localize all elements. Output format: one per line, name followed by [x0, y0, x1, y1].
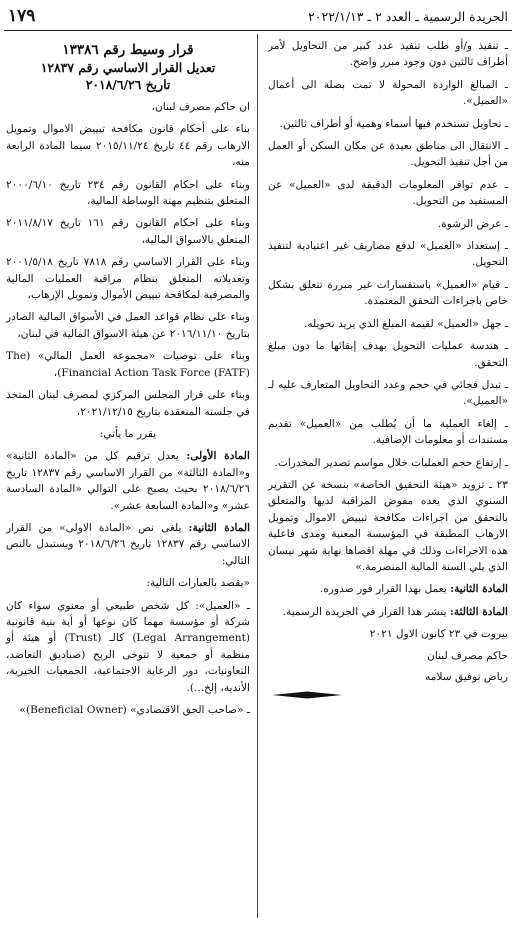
- bullet-item: ـ هندسة عمليات التحويل بهدف إبقائها ما دون مبلغ التحقق.: [268, 340, 508, 369]
- decision-date: تاريخ ٢٠١٨/٦/٢٦: [85, 77, 171, 92]
- recital: بناء على أحكام قانون مكافحة تبييض الاموال وتمويل الارهاب رقم ٤٤ تاريخ ٢٠١٥/١١/٢٤ سيما المادة الرابعة منه،: [6, 123, 250, 169]
- article-label: المادة الثانية:: [188, 521, 251, 534]
- bullet-item: ـ الانتقال الى مناطق بعيدة عن مكان السكن أو العمل من أجل تنفيذ التحويل.: [268, 140, 508, 169]
- place-date: بيروت في ٢٣ كانون الاول ٢٠٢١: [369, 628, 508, 641]
- right-column: [268, 38, 508, 700]
- bullet-item: ـ المبالغ الواردة المحولة لا تمت بصلة الى أعمال «العميل».: [268, 78, 508, 108]
- recital: وبناء على القرار الاساسي رقم ٧٨١٨ تاريخ ٢٠٠١/٥/١٨ وتعديلاته المتعلق بنظام مراقبة العمليات المالية والمصرفية لمكافحة تبييض الأموال وتمويل الإرهاب،: [6, 256, 250, 302]
- page-header: [8, 4, 508, 28]
- issuer-line: ان حاكم مصرف لبنان،: [151, 101, 250, 113]
- article-text: ينشر هذا القرار في الجريدة الرسمية.: [282, 605, 447, 618]
- decides-line: يقرر ما يأتي:: [99, 427, 157, 440]
- end-ornament: [268, 690, 508, 700]
- definition-beneficial-owner: ـ «صاحب الحق الاقتصادي» (Beneficial Owner)»: [19, 704, 250, 716]
- bullet-item: ـ عدم توافر المعلومات الدقيقة لدى «العميل» عن المستفيد من التحويل.: [268, 178, 508, 208]
- article-two: [6, 520, 250, 569]
- bullet-item: ـ إرتفاع حجم العمليات خلال مواسم تصدير المخدرات.: [274, 456, 508, 469]
- article-three-final: [268, 604, 508, 620]
- end-ornament-icon: [272, 690, 342, 700]
- article-text: يلغى نص «المادة الاولى» من القرار الاساسي رقم ١٢٨٣٧ تاريخ ٢٠١٨/٦/٢٦ ويستبدل بالنص التالي:: [6, 521, 251, 567]
- recital: وبناء على توصيات «مجموعة العمل المالي» (The Financial Action Task Force (FATF))،: [6, 350, 250, 379]
- recital: وبناء على نظام قواعد العمل في الأسواق المالية الصادر بتاريخ ٢٠١٦/١١/١٠ عن هيئة الاسواق المالية في لبنان،: [6, 311, 250, 340]
- article-text: يعدل ترقيم كل من «المادة الثانية» و«المادة الثالثة» من القرار الاساسي رقم ١٢٨٣٧ تاريخ ٢٠١٨/٦/٢٦ بحيث يصبح على التوالي «المادة السادسة عشر» و«المادة السابعة عشر».: [6, 450, 250, 512]
- decision-subject: تعديل القرار الاساسي رقم ١٢٨٣٧: [40, 60, 216, 75]
- article-text: يعمل بهذا القرار فور صدوره.: [320, 583, 447, 596]
- decision-heading: [6, 42, 250, 93]
- page-number: ١٧٩: [8, 6, 36, 26]
- article-one: [6, 448, 250, 514]
- quote-intro: «يقصد بالعبارات التالية:: [146, 577, 250, 590]
- article-23-paragraph: ٢٣ ـ تزويد «هيئة التحقيق الخاصة» بنسخة عن التقرير السنوي الذي يعده مفوض المراقبة لديها والمتعلق بالتحقق من اجراءات مكافحة تبييض الاموال وتمويل الارهاب المطبقة في المؤسسة المعنية ومدى فاعلية هذه الاجراءات وذلك في مهلة اقصاها نهاية شهر نيسان الذي يلي السنة المالية المنصرمة.»: [268, 478, 508, 573]
- definition-client: ـ «العميل»: كل شخص طبيعي أو معنوي سواء كان شركة أو مؤسسة مهما كان نوعها أو أية بنية قانونية (Legal Arrangement) كالـ (Trust) أو هيئة أو منظمة أو جمعية لا تتوخى الربح (صناديق التعاضد، التعاونيات، دور الرعاية الاجتماعية، الجمعيات الخيرية، الأندية، إلخ...).: [6, 599, 251, 694]
- header-rule: [4, 30, 512, 31]
- signatory-name: رياض توفيق سلامه: [425, 671, 508, 683]
- bullet-item: ـ عرض الرشوة.: [437, 217, 508, 230]
- decision-number: قرار وسيط رقم ١٣٣٨٦: [62, 42, 194, 58]
- bullet-item: ـ تحاويل تستخدم فيها أسماء وهمية أو أطراف ثالثين.: [279, 117, 508, 130]
- article-label: المادة الأولى:: [186, 450, 250, 463]
- article-label: المادة الثالثة:: [449, 605, 508, 618]
- article-two-final: [268, 581, 508, 597]
- left-column: [6, 42, 250, 724]
- bullet-item: ـ إلغاء العملية ما أن يُطلب من «العميل» تقديم مستندات أو معلومات الإضافية.: [268, 417, 508, 447]
- recital: وبناء على احكام القانون رقم ١٦١ تاريخ ٢٠١١/٨/١٧ المتعلق بالاسواق المالية،: [6, 217, 250, 246]
- running-title: الجريدة الرسمية ـ العدد ٢ ـ ٢٠٢٢/١/١٣: [308, 8, 508, 24]
- bullet-item: ـ قيام «العميل» باستفسارات غير مبررة تتعلق بشكل خاص باجراءات التحقق المعتمدة.: [268, 278, 508, 308]
- recital: وبناء على قرار المجلس المركزي لمصرف لبنان المتخذ في جلسته المنعقدة بتاريخ ٢٠٢١/١٢/١٥،: [6, 389, 250, 418]
- bullet-item: ـ تنفيذ و/أو طلب تنفيذ عدد كبير من التحاويل لأمر أطراف ثالثين دون وجود مبرر واضح.: [268, 40, 508, 69]
- article-label: المادة الثانية:: [450, 583, 508, 596]
- recital: وبناء على احكام القانون رقم ٢٣٤ تاريخ ٢٠٠٠/٦/١٠ المتعلق بتنظيم مهنة الوساطة المالية،: [6, 178, 250, 208]
- bullet-item: ـ جهل «العميل» لقيمة المبلغ الذي يريد تحويله.: [303, 317, 508, 330]
- bullet-item: ـ تبدل فجائي في حجم وعدد التحاويل المتعارف عليه لـ «العميل».: [268, 378, 508, 408]
- signature-block: [268, 626, 508, 685]
- signatory-title: حاكم مصرف لبنان: [427, 649, 508, 662]
- column-divider: [257, 34, 258, 918]
- bullet-item: ـ إستعداد «العميل» لدفع مصاريف غير اعتيادية لتنفيذ التحويل.: [268, 240, 508, 269]
